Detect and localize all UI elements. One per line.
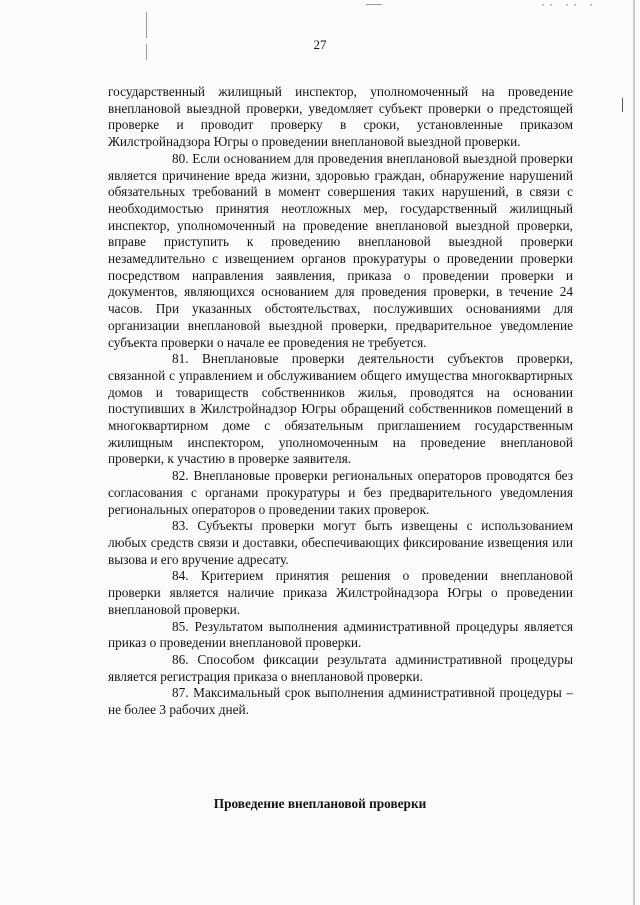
scan-artifact-right-edge (633, 0, 635, 905)
paragraph-84: 84. Критерием принятия решения о проведении внеплановой проверки является наличие приказа Жилстройнадзора Югры о проведении внеплановой проверки. (108, 568, 573, 617)
scan-artifact-top-mark (366, 4, 382, 5)
paragraph-79-continuation: государственный жилищный инспектор, уполномоченный на проведение внеплановой выездной проверки, уведомляет субъект проверки о предстоящей проверке и проводит проверку в сроки, установленные приказом Жилстройнадзора Югры о проведении внеплановой выездной проверки. (108, 84, 573, 150)
paragraph-87: 87. Максимальный срок выполнения административной процедуры – не более 3 рабочих дней. (108, 685, 573, 718)
document-body (108, 84, 573, 719)
paragraph-82: 82. Внеплановые проверки региональных операторов проводятся без согласования с органами прокуратуры и без предварительного уведомления региональных операторов о проведении таких проверок. (108, 468, 573, 517)
paragraph-83: 83. Субъекты проверки могут быть извещены с использованием любых средств связи и доставки, обеспечивающих фиксирование извещения или вызова и его вручение адресату. (108, 518, 573, 567)
paragraph-85: 85. Результатом выполнения административной процедуры является приказ о проведении внеплановой проверки. (108, 618, 573, 651)
scan-artifact-left-line (146, 12, 147, 38)
section-heading: Проведение внеплановой проверки (213, 796, 427, 811)
paragraph-80: 80. Если основанием для проведения внеплановой выездной проверки является причинение вреда жизни, здоровью граждан, обнаружение нарушений обязательных требований в момент совершения таких нарушений, в связи с необходимостью принятия неотложных мер, государственный жилищный инспектор, уполномоченный на проведение внеплановой выездной проверки, вправе приступить к проведению внеплановой выездной проверки незамедлительно с извещением органов прокуратуры о проведении проверки посредством направления заявления, приказа о проведении проверки и документов, являющихся основанием для проведения проверки, в течение 24 часов. При указанных обстоятельствах, послуживших основаниями для организации внеплановой выездной проверки, предварительное уведомление субъекта проверки о начале ее проведения не требуется. (108, 150, 573, 350)
paragraph-81: 81. Внеплановые проверки деятельности субъектов проверки, связанной с управлением и обслуживанием общего имущества многоквартирных домов и товариществ собственников жилья, проводятся на основании поступивших в Жилстройнадзор Югры обращений собственников помещений в многоквартирном доме с обязательным приглашением государственным жилищным инспектором, уполномоченным на проведение внеплановой проверки, к участию в проверке заявителя. (108, 351, 573, 467)
paragraph-86: 86. Способом фиксации результата административной процедуры является регистрация приказа о внеплановой проверки. (108, 651, 573, 684)
page-number: 27 (313, 37, 327, 52)
scan-artifact-dots: ·· ·· · (540, 0, 597, 11)
scan-artifact-right-tick (622, 98, 623, 112)
